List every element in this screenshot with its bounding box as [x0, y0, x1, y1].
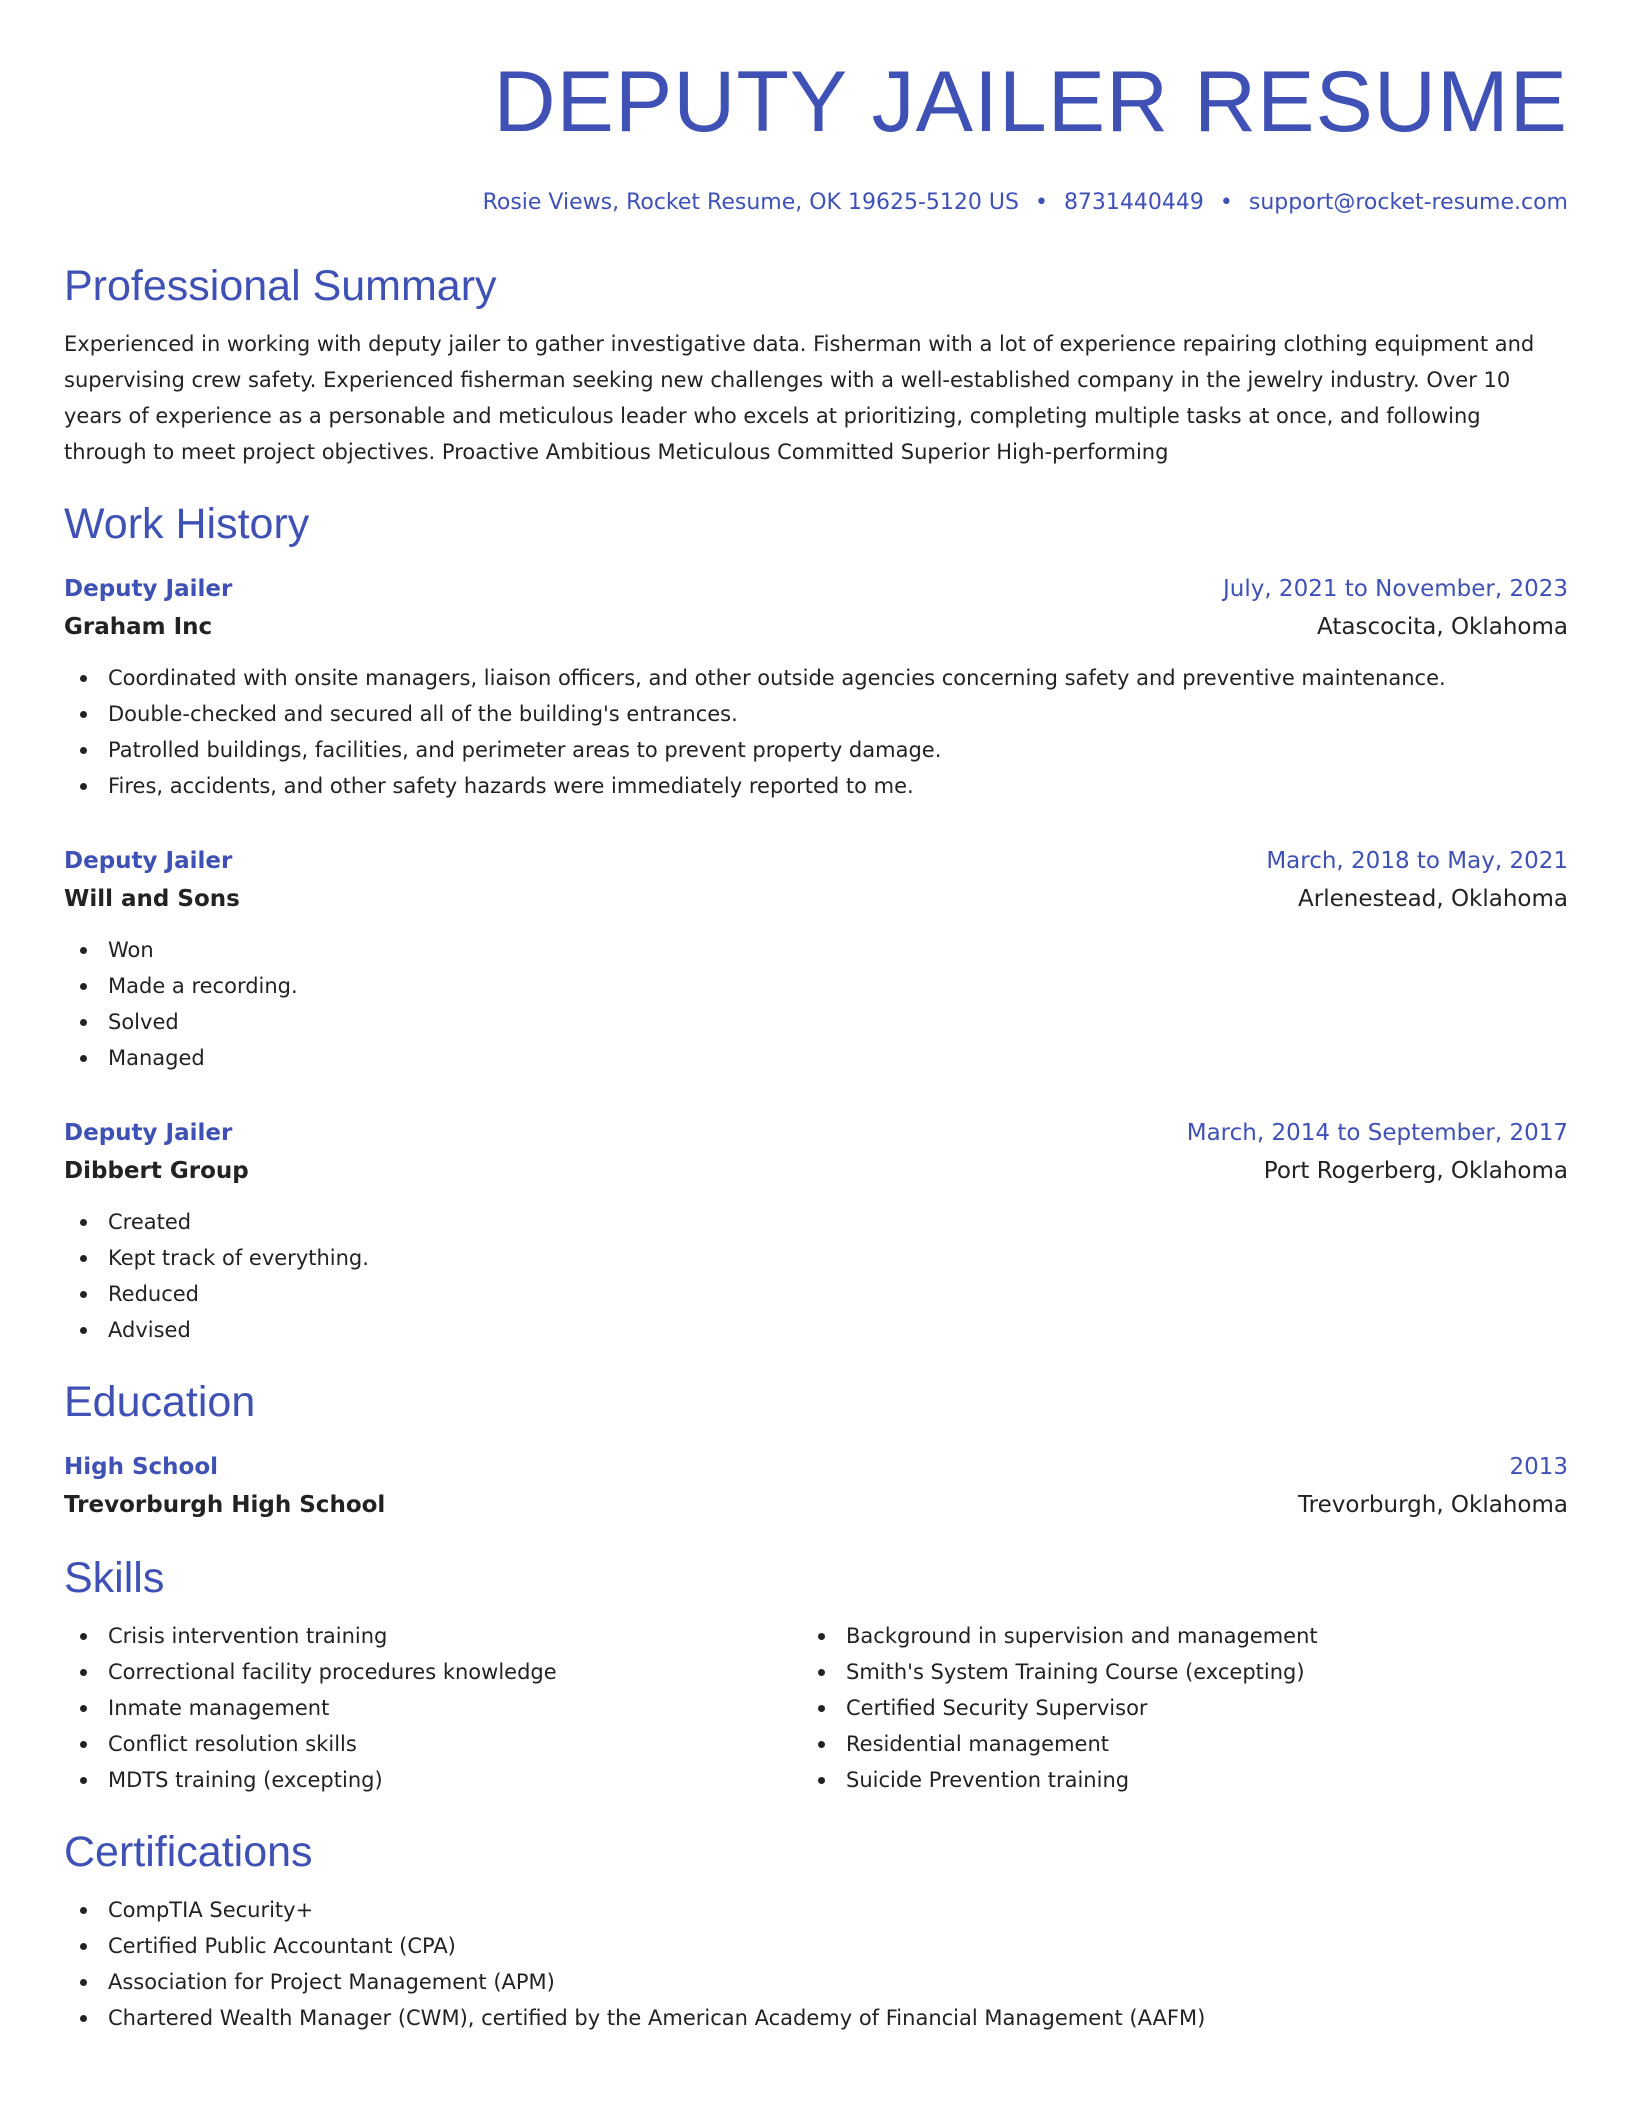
work-history-section [64, 498, 1568, 1348]
certification-item: Association for Project Management (APM) [108, 1964, 1568, 2000]
job-role: Deputy Jailer [64, 576, 233, 602]
skills-grid [64, 1618, 1568, 1798]
list-item: Managed [108, 1040, 1568, 1076]
list-item: Made a recording. [108, 968, 1568, 1004]
skill-item: Suicide Prevention training [846, 1762, 1540, 1798]
education-degree: High School [64, 1454, 219, 1480]
certification-item: Certified Public Accountant (CPA) [108, 1928, 1568, 1964]
job-entry [64, 1114, 1568, 1348]
skill-item: Smith's System Training Course (excepting) [846, 1654, 1540, 1690]
job-location: Arlenestead, Oklahoma [1298, 886, 1568, 912]
resume-title: DEPUTY JAILER RESUME [493, 54, 1568, 150]
education-section [64, 1376, 1568, 1524]
job-dates: July, 2021 to November, 2023 [1222, 576, 1568, 602]
list-item: Reduced [108, 1276, 1568, 1312]
summary-section [64, 260, 1568, 470]
summary-text: Experienced in working with deputy jailer to gather investigative data. Fisherman with a lot of experience repairing clothing equipment and supervising crew safety. Experienced fisherman seeking new challenges with a well-established company in the jewelry industry. Over 10 years of experience as a personable and meticulous leader who excels at prioritizing, completing multiple tasks at once, and following through to meet project objectives. Proactive Ambitious Meticulous Committed Superior High-performing [64, 332, 1535, 464]
skills-list-left [64, 1618, 802, 1798]
work-history-heading: Work History [64, 500, 310, 548]
education-heading: Education [64, 1378, 256, 1426]
education-year: 2013 [1509, 1454, 1568, 1480]
contact-separator: • [1034, 190, 1048, 215]
contact-separator: • [1219, 190, 1233, 215]
skill-item: Crisis intervention training [108, 1618, 802, 1654]
skill-item: MDTS training (excepting) [108, 1762, 802, 1798]
job-role: Deputy Jailer [64, 848, 233, 874]
list-item: Won [108, 932, 1568, 968]
certification-item: Chartered Wealth Manager (CWM), certified by the American Academy of Financial Management (AAFM) [108, 2000, 1568, 2036]
job-entry [64, 570, 1568, 804]
certifications-list [64, 1892, 1568, 2036]
job-role: Deputy Jailer [64, 1120, 233, 1146]
job-location: Port Rogerberg, Oklahoma [1263, 1158, 1568, 1184]
job-duties-list [64, 1204, 1568, 1348]
job-company: Will and Sons [64, 886, 240, 912]
list-item: Created [108, 1204, 1568, 1240]
job-entry [64, 842, 1568, 1076]
skill-item: Certified Security Supervisor [846, 1690, 1540, 1726]
job-company: Dibbert Group [64, 1158, 249, 1184]
list-item: Double-checked and secured all of the building's entrances. [108, 696, 1568, 732]
list-item: Patrolled buildings, facilities, and perimeter areas to prevent property damage. [108, 732, 1568, 768]
contact-phone: 8731440449 [1063, 190, 1204, 215]
job-dates: March, 2014 to September, 2017 [1186, 1120, 1568, 1146]
skill-item: Conflict resolution skills [108, 1726, 802, 1762]
job-dates: March, 2018 to May, 2021 [1266, 848, 1568, 874]
certifications-section [64, 1826, 1568, 2036]
certifications-heading: Certifications [64, 1828, 313, 1876]
list-item: Fires, accidents, and other safety hazards were immediately reported to me. [108, 768, 1568, 804]
resume-header [64, 56, 1568, 218]
summary-heading: Professional Summary [64, 262, 497, 310]
list-item: Advised [108, 1312, 1568, 1348]
skill-item: Inmate management [108, 1690, 802, 1726]
job-company: Graham Inc [64, 614, 213, 640]
list-item: Kept track of everything. [108, 1240, 1568, 1276]
job-location: Atascocita, Oklahoma [1317, 614, 1568, 640]
education-school: Trevorburgh High School [64, 1492, 386, 1518]
job-duties-list [64, 932, 1568, 1076]
skill-item: Correctional facility procedures knowledge [108, 1654, 802, 1690]
skills-heading: Skills [64, 1554, 165, 1602]
skills-list-right [802, 1618, 1540, 1798]
skills-section [64, 1552, 1568, 1798]
skill-item: Residential management [846, 1726, 1540, 1762]
certification-item: CompTIA Security+ [108, 1892, 1568, 1928]
education-entry [64, 1448, 1568, 1524]
education-location: Trevorburgh, Oklahoma [1298, 1492, 1568, 1518]
job-duties-list [64, 660, 1568, 804]
contact-email[interactable]: support@rocket-resume.com [1248, 190, 1568, 215]
contact-address: Rosie Views, Rocket Resume, OK 19625-5120 US [482, 190, 1019, 215]
list-item: Coordinated with onsite managers, liaison officers, and other outside agencies concerning safety and preventive maintenance. [108, 660, 1568, 696]
contact-line [64, 188, 1568, 218]
skill-item: Background in supervision and management [846, 1618, 1540, 1654]
list-item: Solved [108, 1004, 1568, 1040]
